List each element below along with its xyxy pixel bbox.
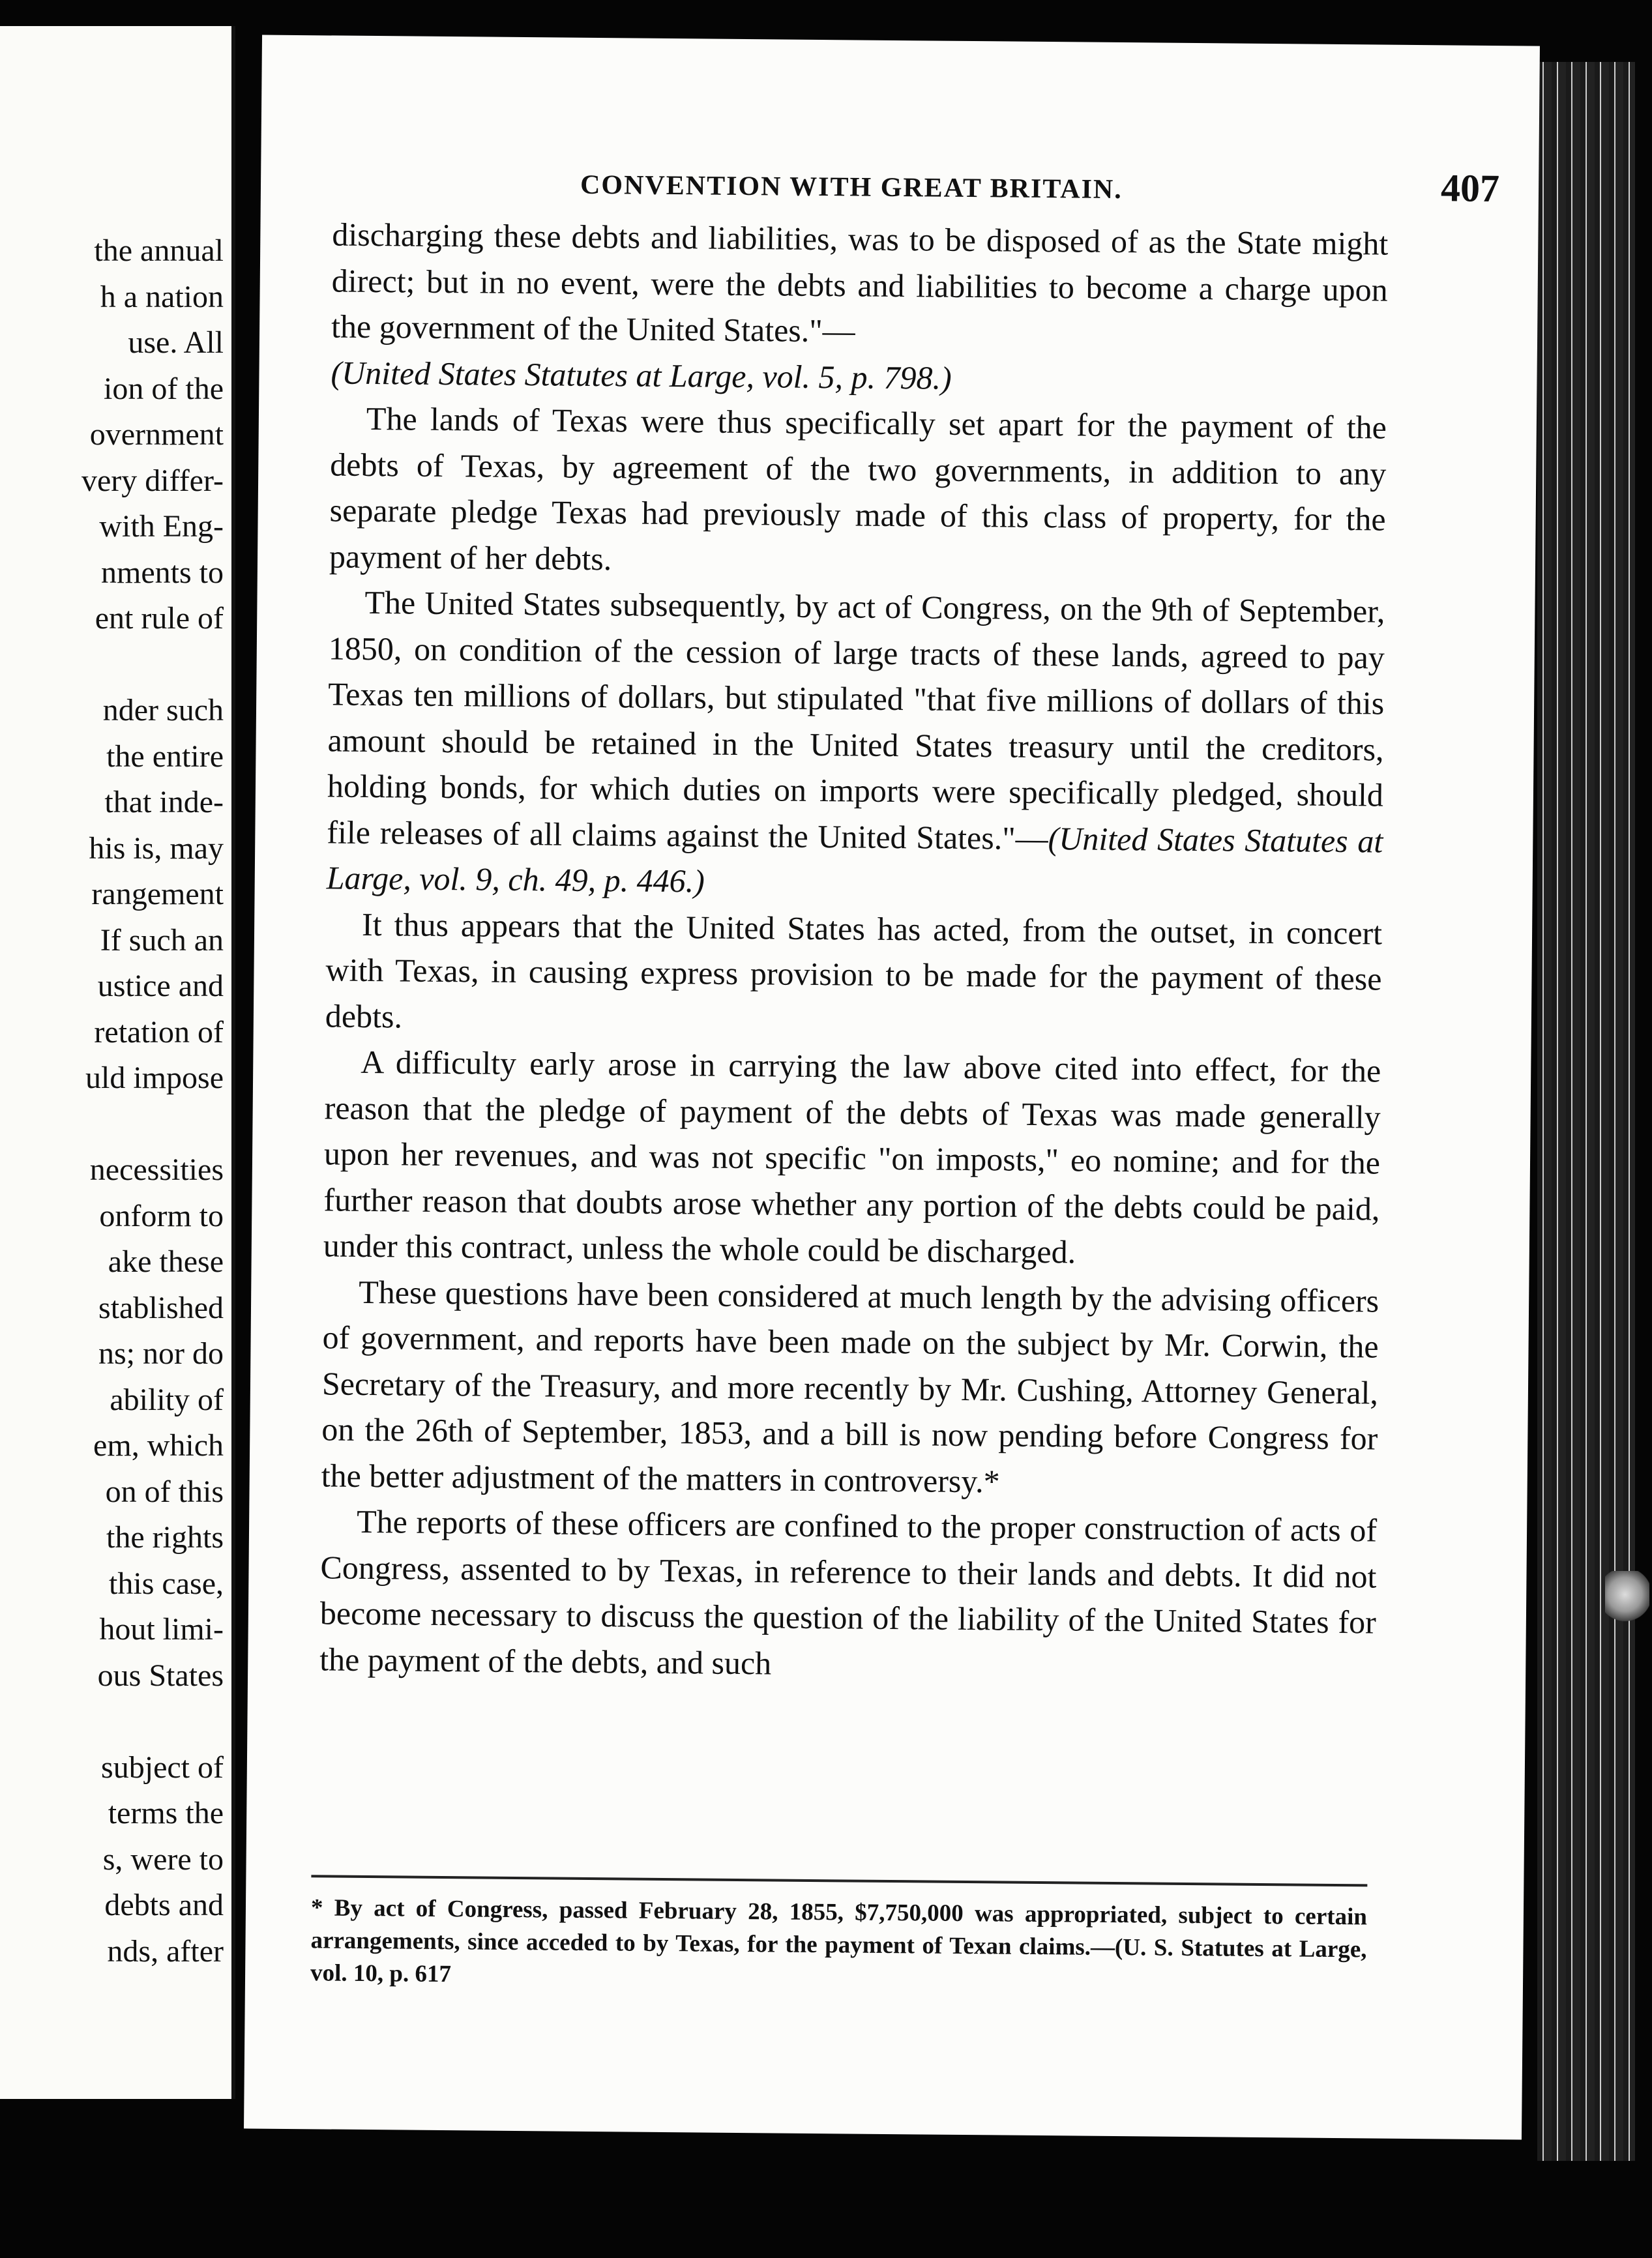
left-page-line: the entire [106,739,224,774]
running-head-title: CONVENTION WITH GREAT BRITAIN. [580,169,1123,205]
left-page-line: ion of the [104,371,224,406]
citation: (United States Statutes at Large, vol. 5, p. 798.) [331,353,952,396]
running-head [580,158,1500,211]
book-page-edges [1537,62,1635,2161]
left-page-line: h a nation [100,279,224,314]
left-page-line: that inde- [104,785,224,819]
paragraph: The United States subsequently, by act of Congress, on the 9th of September, 1850, on condition of the cession of large tracts of these lands, agreed to pay Texas ten millions of dollars, but stipulated "that five millions of dollars of this amount should be retained in the United States treasury until the creditors, holding bonds, for which duties on imports were specifically pledged, should file releases of all claims against the United States."—(United States Statutes at Large, vol. 9, ch. 49, p. 446.) [326,583,1385,900]
left-page-line: uld impose [85,1061,224,1095]
left-page-line: s, were to [102,1841,224,1877]
paragraph: These questions have been considered at much length by the advising officers of government, and reports have been made on the subject by Mr. Corwin, the Secretary of the Treasury, and more recently by Mr. Cushing, Attorney General, on the 26th of September, 1853, and a bill is now pending before Congress for the better adjustment of the matters in controversy.* [321,1273,1379,1499]
left-page-line: ustice and [97,969,224,1003]
footnote-rule [311,1875,1367,1886]
left-page-line: If such an [100,922,224,958]
library-stamp-icon [1605,1571,1649,1623]
left-page-line: ous States [97,1658,224,1693]
left-page-line: em, which [93,1428,224,1463]
left-page-line: the annual [94,233,224,268]
left-page-line: hout limi- [99,1612,224,1647]
left-page-line: onform to [99,1198,224,1233]
left-page-line: the rights [106,1520,224,1555]
paragraph: A difficulty early arose in carrying the law above cited into effect, for the reason that the pledge of payment of the debts of Texas was made generally upon her revenues, and was not specific "on imposts," eo nomine; and for the further reason that doubts arose whether any portion of the debts could be paid, under this contract, unless the whole could be discharged. [323,1043,1381,1270]
left-page-line: necessities [89,1152,224,1187]
left-page-line: rangement [91,877,224,911]
paragraph: The reports of these officers are confined to the proper construction of acts of Congress, assented to by Texas, in reference to their lands and debts. It did not become necessary to discuss the question of the liability of the United States for the payment of the debts, and such [319,1503,1378,1681]
left-page-line: ake these [108,1244,224,1279]
left-page-line: this case, [109,1566,224,1601]
left-page-line: nder such [102,693,224,727]
body-text [319,211,1389,1691]
left-page-fragment [0,26,235,2099]
left-page-line: subject of [101,1750,224,1785]
left-page-line: retation of [94,1014,224,1049]
left-page-line: nments to [101,555,224,590]
left-page-line: stablished [98,1290,224,1325]
left-page-line: nds, after [107,1933,224,1969]
footnote: * By act of Congress, passed February 28, 1855, $7,750,000 was appropriated, subject to certain arrangements, since acceded to by Texas, for the payment of Texan claims.—(U. S. Statutes at Large, vol. 10, p. 617 [310,1894,1368,1988]
page-number: 407 [1440,166,1500,211]
citation: (United States Statutes at Large, vol. 9, ch. 49, p. 446.) [326,819,1383,900]
paragraph: discharging these debts and liabilities, was to be disposed of as the State might direct; but in no event, were the debts and liabilities to become a charge upon the government of the United States."— (United States Statutes at Large, vol. 5, p. 798.) [331,216,1389,396]
left-page-line [81,642,224,688]
book-page-407 [244,35,1540,2140]
left-page-line: debts and [104,1888,224,1922]
left-page-line: very differ- [81,463,224,498]
left-page-line: ent rule of [95,601,224,636]
paragraph: It thus appears that the United States has acted, from the outset, in concert with Texas, in causing express provision to be made for the payment of these debts. [325,905,1383,1034]
left-page-lines [81,228,224,1974]
left-page-line: terms the [108,1796,224,1830]
left-page-line: ability of [110,1382,224,1417]
paragraph: The lands of Texas were thus specifically set apart for the payment of the debts of Texas, by agreement of the two governments, in addition to any separate pledge Texas had previously made of this class of property, for the payment of her debts. [329,400,1387,577]
left-page-line: overnment [89,417,224,452]
left-page-line: on of this [105,1474,224,1509]
left-page-line: use. All [128,325,224,360]
left-page-line: his is, may [89,830,224,866]
left-page-line [81,1102,224,1148]
left-page-line [81,1699,224,1745]
left-page-line: ns; nor do [98,1336,224,1371]
left-page-line: with Eng- [99,509,224,544]
